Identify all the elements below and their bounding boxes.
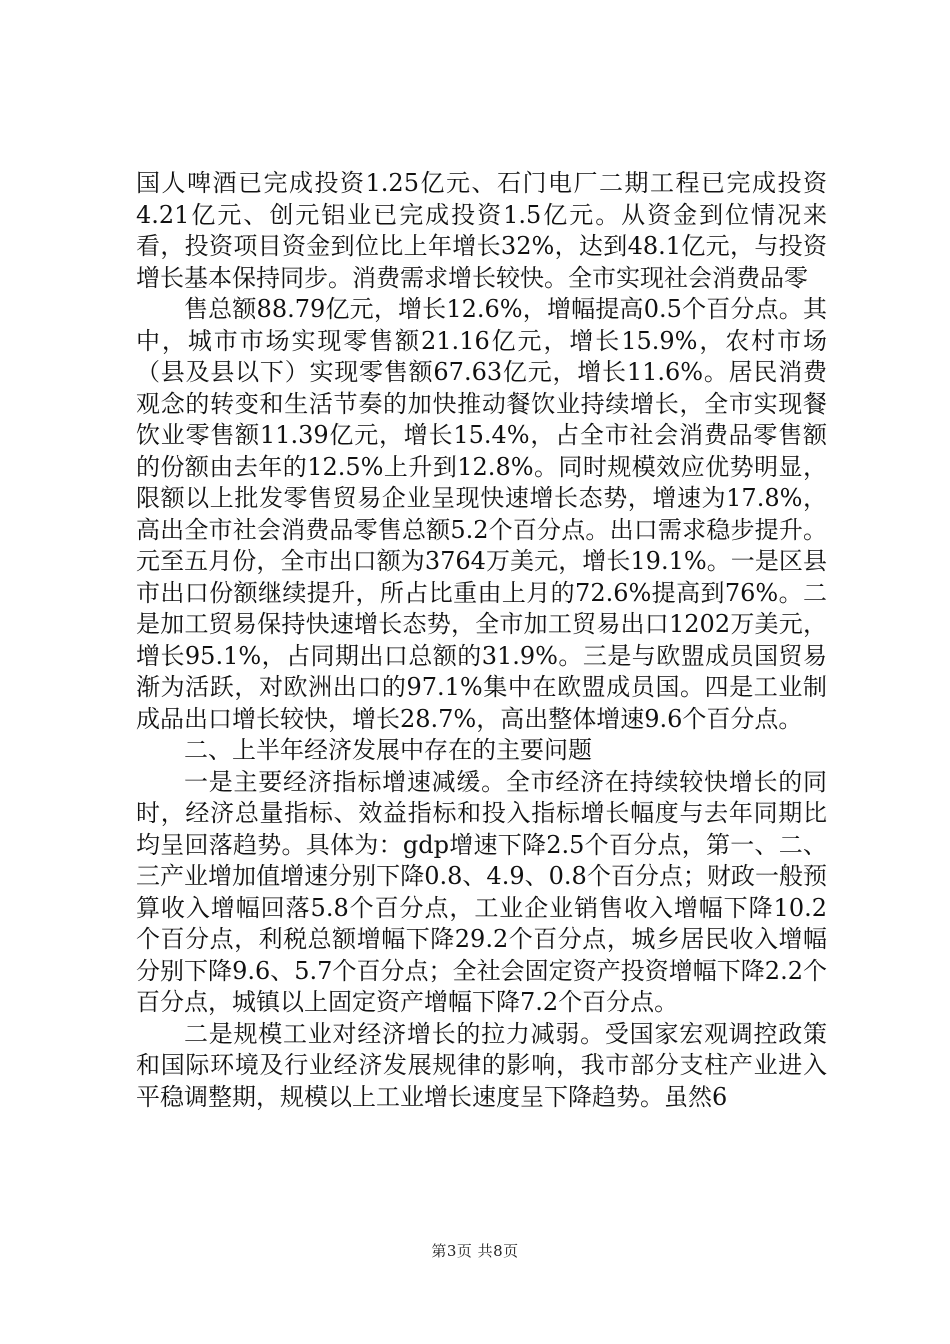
paragraph-growth-slowdown: 一是主要经济指标增速减缓。全市经济在持续较快增长的同时，经济总量指标、效益指标和投入指标增长幅度与去年同期比均呈回落趋势。具体为：gdp增速下降2.5个百分点，第一、二、三产业增加值增速分别下降0.8、4.9、0.8个百分点；财政一般预算收入增幅回落5.8个百分点，工业企业销售收入增幅下降10.2个百分点，利税总额增幅下降29.2个百分点，城乡居民收入增幅分别下降9.6、5.7个百分点；全社会固定资产投资增幅下降2.2个百分点，城镇以上固定资产增幅下降7.2个百分点。 — [136, 767, 827, 1016]
paragraph-retail-and-export: 售总额88.79亿元，增长12.6%，增幅提高0.5个百分点。其中，城市市场实现零售额21.16亿元，增长15.9%，农村市场（县及县以下）实现零售额67.63亿元，增长11.6%。居民消费观念的转变和生活节奏的加快推动餐饮业持续增长，全市实现餐饮业零售额11.39亿元，增长15.4%，占全市社会消费品零售额的份额由去年的12.5%上升到12.8%。同时规模效应优势明显，限额以上批发零售贸易企业呈现快速增长态势，增速为17.8%，高出全市社会消费品零售总额5.2个百分点。出口需求稳步提升。元至五月份，全市出口额为3764万美元，增长19.1%。一是区县市出口份额继续提升，所占比重由上月的72.6%提高到76%。二是加工贸易保持快速增长态势，全市加工贸易出口1202万美元，增长95.1%，占同期出口总额的31.9%。三是与欧盟成员国贸易渐为活跃，对欧洲出口的97.1%集中在欧盟成员国。四是工业制成品出口增长较快，增长28.7%，高出整体增速9.6个百分点。 — [136, 295, 827, 733]
section-heading-main-problems: 二、上半年经济发展中存在的主要问题 — [184, 736, 592, 764]
page-number-footer: 第3页 共8页 — [431, 1242, 519, 1260]
document-body — [136, 168, 827, 1113]
paragraph-investment-continued: 国人啤酒已完成投资1.25亿元、石门电厂二期工程已完成投资4.21亿元、创元铝业已完成投资1.5亿元。从资金到位情况来看，投资项目资金到位比上年增长32%，达到48.1亿元，与投资增长基本保持同步。消费需求增长较快。全市实现社会消费品零 — [136, 169, 827, 292]
paragraph-industry-pull-weakening: 二是规模工业对经济增长的拉力减弱。受国家宏观调控政策和国际环境及行业经济发展规律的影响，我市部分支柱产业进入平稳调整期，规模以上工业增长速度呈下降趋势。虽然6 — [136, 1019, 827, 1111]
